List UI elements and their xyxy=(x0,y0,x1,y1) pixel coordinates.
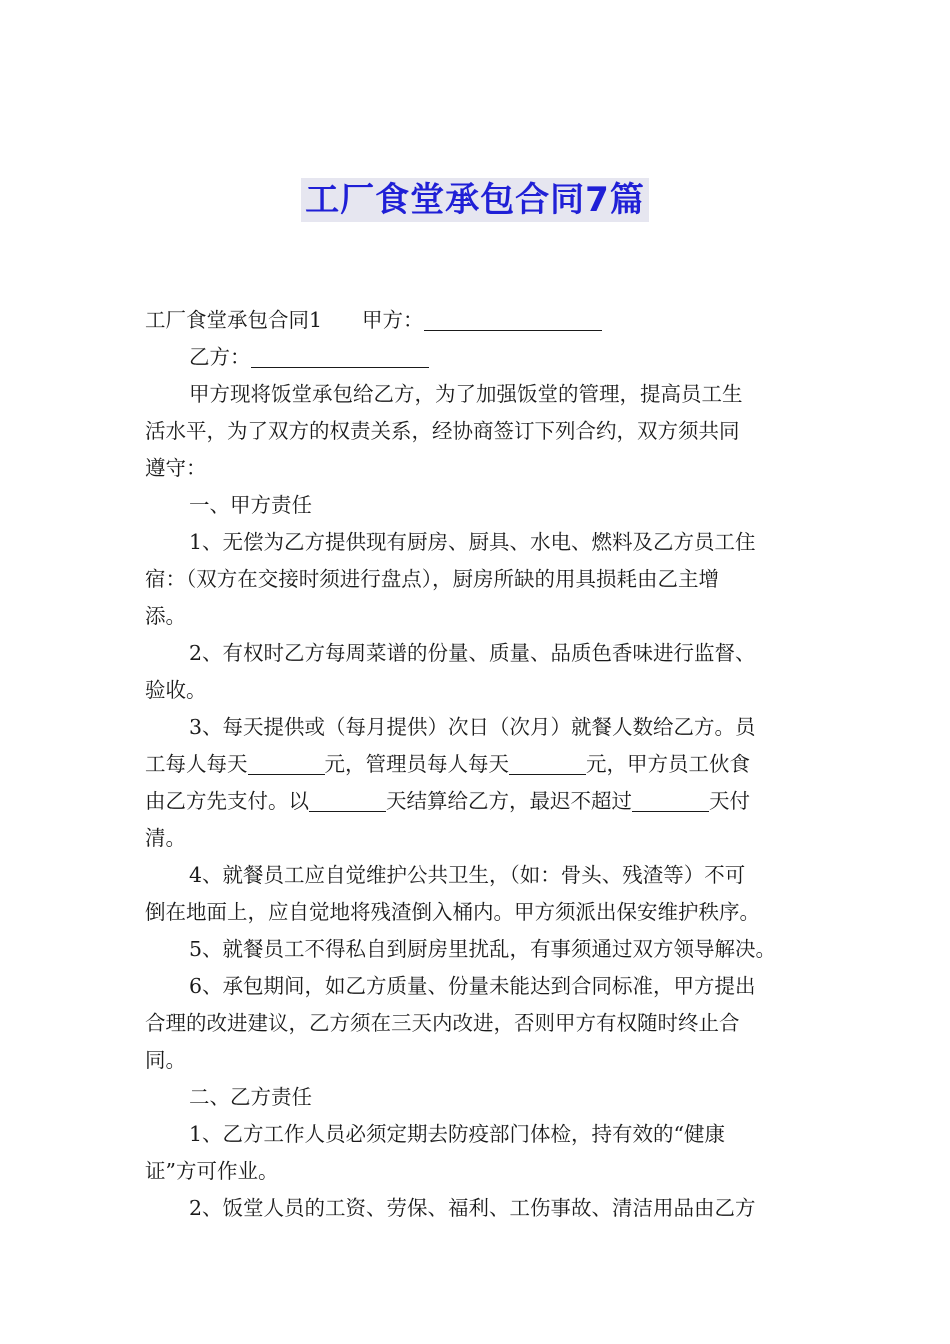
clause-a6-line: 6、承包期间，如乙方质量、份量未能达到合同标准，甲方提出 xyxy=(189,974,756,998)
clause-text: 元，管理员每人每天 xyxy=(324,752,509,776)
fill-blank xyxy=(509,750,586,775)
clause-text: 元，甲方员工伙食 xyxy=(586,752,750,776)
title-container xyxy=(0,178,950,222)
clause-a3-line: 清。 xyxy=(145,826,186,850)
clause-a2-line: 验收。 xyxy=(145,678,207,702)
intro-line: 活水平，为了双方的权责关系，经协商签订下列合约，双方须共同 xyxy=(145,419,740,443)
clause-a1-line: 宿：（双方在交接时须进行盘点），厨房所缺的用具损耗由乙主增 xyxy=(145,567,719,591)
party-a-blank xyxy=(424,306,602,331)
clause-a3-line xyxy=(145,746,810,783)
party-b-blank xyxy=(251,343,429,368)
section-heading-party-b: 二、乙方责任 xyxy=(189,1085,312,1109)
clause-a3-line: 3、每天提供或（每月提供）次日（次月）就餐人数给乙方。员 xyxy=(189,715,756,739)
document-body xyxy=(145,302,810,1227)
clause-text: 由乙方先支付。以 xyxy=(145,789,309,813)
clause-a1-line: 添。 xyxy=(145,604,186,628)
clause-a2-line: 2、有权时乙方每周菜谱的份量、质量、品质色香味进行监督、 xyxy=(189,641,756,665)
fill-blank xyxy=(248,750,325,775)
clause-text: 天结算给乙方，最迟不超过 xyxy=(386,789,632,813)
clause-text: 天付 xyxy=(709,789,750,813)
party-b-line xyxy=(145,339,810,376)
clause-a1-line: 1、无偿为乙方提供现有厨房、厨具、水电、燃料及乙方员工住 xyxy=(189,530,756,554)
clause-a4-line: 倒在地面上，应自觉地将残渣倒入桶内。甲方须派出保安维护秩序。 xyxy=(145,900,760,924)
clause-a6-line: 同。 xyxy=(145,1048,186,1072)
clause-a5-line: 5、就餐员工不得私自到厨房里扰乱，有事须通过双方领导解决。 xyxy=(189,937,777,961)
clause-a6-line: 合理的改进建议，乙方须在三天内改进，否则甲方有权随时终止合 xyxy=(145,1011,740,1035)
party-b-label: 乙方： xyxy=(189,345,251,369)
fill-blank xyxy=(309,787,386,812)
document-title: 工厂食堂承包合同7篇 xyxy=(301,178,649,222)
contract-name: 工厂食堂承包合同1 xyxy=(145,308,323,332)
intro-line: 遵守： xyxy=(145,456,207,480)
contract-heading-line xyxy=(145,302,810,339)
clause-b2-line: 2、饭堂人员的工资、劳保、福利、工伤事故、清洁用品由乙方 xyxy=(189,1196,756,1220)
clause-b1-line: 证”方可作业。 xyxy=(145,1159,279,1183)
fill-blank xyxy=(632,787,709,812)
intro-line: 甲方现将饭堂承包给乙方，为了加强饭堂的管理，提高员工生 xyxy=(189,382,743,406)
party-a-label: 甲方： xyxy=(362,308,424,332)
section-heading-party-a: 一、甲方责任 xyxy=(189,493,312,517)
clause-b1-line: 1、乙方工作人员必须定期去防疫部门体检，持有效的“健康 xyxy=(189,1122,726,1146)
clause-text: 工每人每天 xyxy=(145,752,248,776)
clause-a4-line: 4、就餐员工应自觉维护公共卫生，（如：骨头、残渣等）不可 xyxy=(189,863,746,887)
clause-a3-line xyxy=(145,783,810,820)
